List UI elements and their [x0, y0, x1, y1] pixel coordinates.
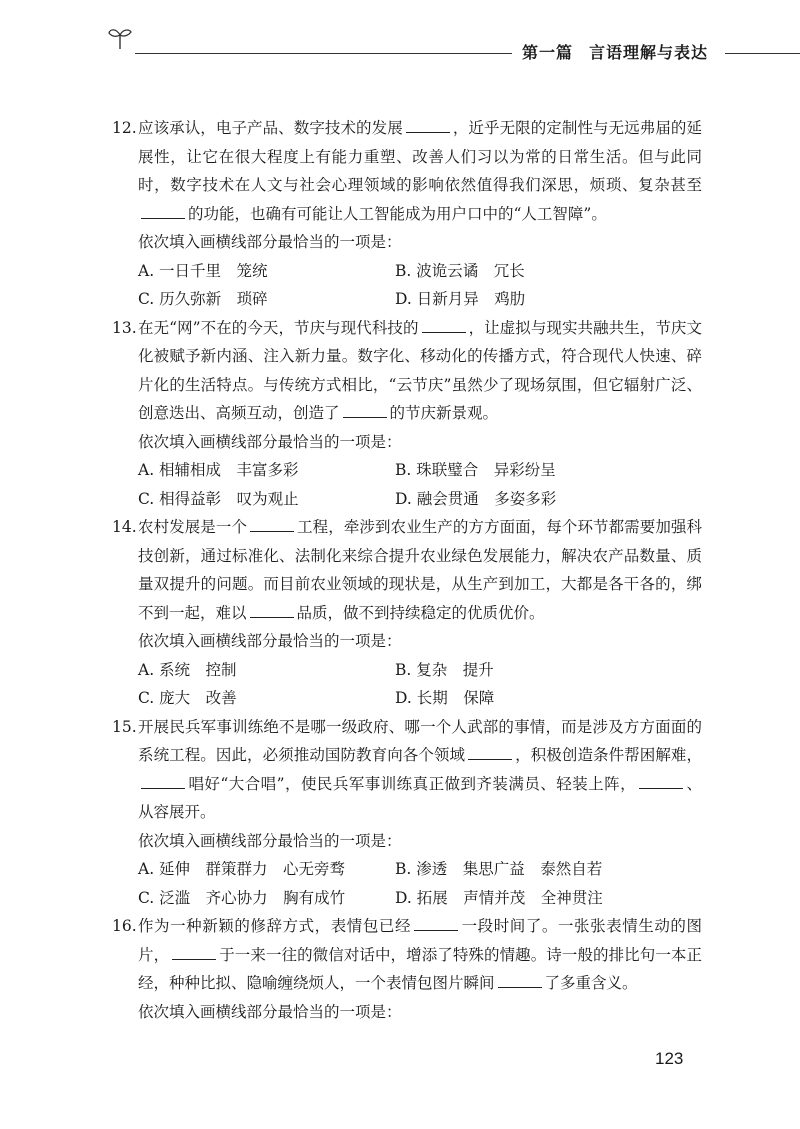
- option-d: D. 拓展 声情并茂 全神贯注: [395, 888, 603, 907]
- blank-line: [250, 515, 294, 532]
- question-stem: 开展民兵军事训练绝不是哪一级政府、哪一个人武部的事情，而是涉及方方面面的系统工程。因此，必须推动国防教育向各个领域 ，积极创造条件帮困解难，唱好“大合唱”，使民兵军事训练真正做到齐装满员、轻装上阵， 、从容展开。: [138, 717, 702, 821]
- option-b: B. 渗透 集思广益 泰然自若: [395, 860, 603, 878]
- blank-line: [468, 743, 512, 760]
- option-d: D. 融会贯通 多姿多彩: [395, 489, 557, 508]
- sprout-icon: [107, 24, 133, 50]
- question-stem: 应该承认，电子产品、数字技术的发展 ，近乎无限的定制性与无远弗届的延展性，让它在很大程度上有能力重塑、改善人们习以为常的日常生活。但与此同时，数字技术在人文与社会心理领域的影响依然值得我们深思，烦琐、复杂甚至的功能，也确有可能让人工智能成为用户口中的“人工智障”。: [138, 114, 702, 228]
- blank-line: [343, 401, 387, 418]
- question-number: 15.: [112, 717, 137, 736]
- option-a: A. 延伸 群策群力 心无旁骛: [138, 860, 346, 878]
- option-d: D. 日新月异 鸡肋: [395, 290, 526, 308]
- option-b: B. 珠联璧合 异彩纷呈: [395, 461, 556, 479]
- option-a: A. 一日千里 笼统: [138, 261, 268, 280]
- question-instruction: 依次填入画横线部分最恰当的一项是：: [138, 1002, 402, 1021]
- question-instruction: 依次填入画横线部分最恰当的一项是：: [138, 432, 402, 451]
- option-d: D. 长期 保障: [395, 689, 495, 707]
- section-book: 第一篇: [522, 43, 574, 62]
- header-rule-right: [725, 53, 800, 54]
- option-list: [138, 257, 702, 314]
- option-a: A. 相辅相成 丰富多彩: [138, 461, 299, 479]
- page-header: [0, 0, 800, 80]
- blank-line: [498, 971, 542, 988]
- question-stem: 农村发展是一个 工程，牵涉到农业生产的方方面面，每个环节都需要加强科技创新，通过标准化、法制化来综合提升农业绿色发展能力，解决农产品数量、质量双提升的问题。而目前农业领域的现状是，从生产到加工，大都是各干各的，绑不到一起，难以 品质，做不到持续稳定的优质优价。: [138, 513, 702, 627]
- question-number: 12.: [112, 119, 137, 137]
- option-list: [138, 656, 702, 713]
- question-instruction: 依次填入画横线部分最恰当的一项是：: [138, 233, 402, 251]
- option-b: B. 波诡云谲 冗长: [395, 261, 525, 280]
- option-c: C. 历久弥新 琐碎: [138, 290, 268, 308]
- question-number: 16.: [112, 917, 137, 935]
- question-stem: 在无“网”不在的今天，节庆与现代科技的 ，让虚拟与现实共融共生，节庆文化被赋予新内涵、注入新力量。数字化、移动化的传播方式，符合现代人快速、碎片化的生活特点。与传统方式相比，“云节庆”虽然少了现场氛围，但它辐射广泛、创意迭出、高频互动，创造了 的节庆新景观。: [138, 314, 702, 428]
- blank-line: [250, 601, 294, 618]
- question-instruction: 依次填入画横线部分最恰当的一项是：: [138, 632, 402, 650]
- question-12: [112, 114, 702, 314]
- question-number: 14.: [112, 518, 137, 536]
- blank-line: [172, 943, 216, 960]
- option-c: C. 相得益彰 叹为观止: [138, 489, 299, 508]
- blank-line: [639, 772, 683, 789]
- header-rule-left: [135, 53, 512, 54]
- option-c: C. 泛滥 齐心协力 胸有成竹: [138, 888, 346, 907]
- blank-line: [414, 914, 458, 931]
- question-16: [112, 912, 702, 1026]
- option-list: [138, 456, 702, 513]
- option-c: C. 庞大 改善: [138, 689, 237, 707]
- blank-line: [406, 116, 450, 133]
- section-name: 言语理解与表达: [589, 43, 709, 62]
- blank-line: [141, 202, 185, 219]
- question-number: 13.: [112, 318, 137, 337]
- question-15: [112, 713, 702, 913]
- section-title: [522, 40, 708, 63]
- question-stem: 作为一种新颖的修辞方式，表情包已经 一段时间了。一张张表情生动的图片， 于一来一往的微信对话中，增添了特殊的情趣。诗一般的排比句一本正经，种种比拟、隐喻缠绕烦人，一个表情包图片瞬间 了多重含义。: [138, 912, 702, 998]
- question-instruction: 依次填入画横线部分最恰当的一项是：: [138, 831, 402, 850]
- option-a: A. 系统 控制: [138, 660, 237, 679]
- blank-line: [422, 316, 466, 333]
- question-14: [112, 513, 702, 713]
- blank-line: [141, 772, 185, 789]
- option-b: B. 复杂 提升: [395, 660, 494, 679]
- option-list: [138, 855, 702, 912]
- questions-list: [112, 114, 702, 1026]
- question-13: [112, 314, 702, 514]
- page-number: 123: [655, 1049, 684, 1068]
